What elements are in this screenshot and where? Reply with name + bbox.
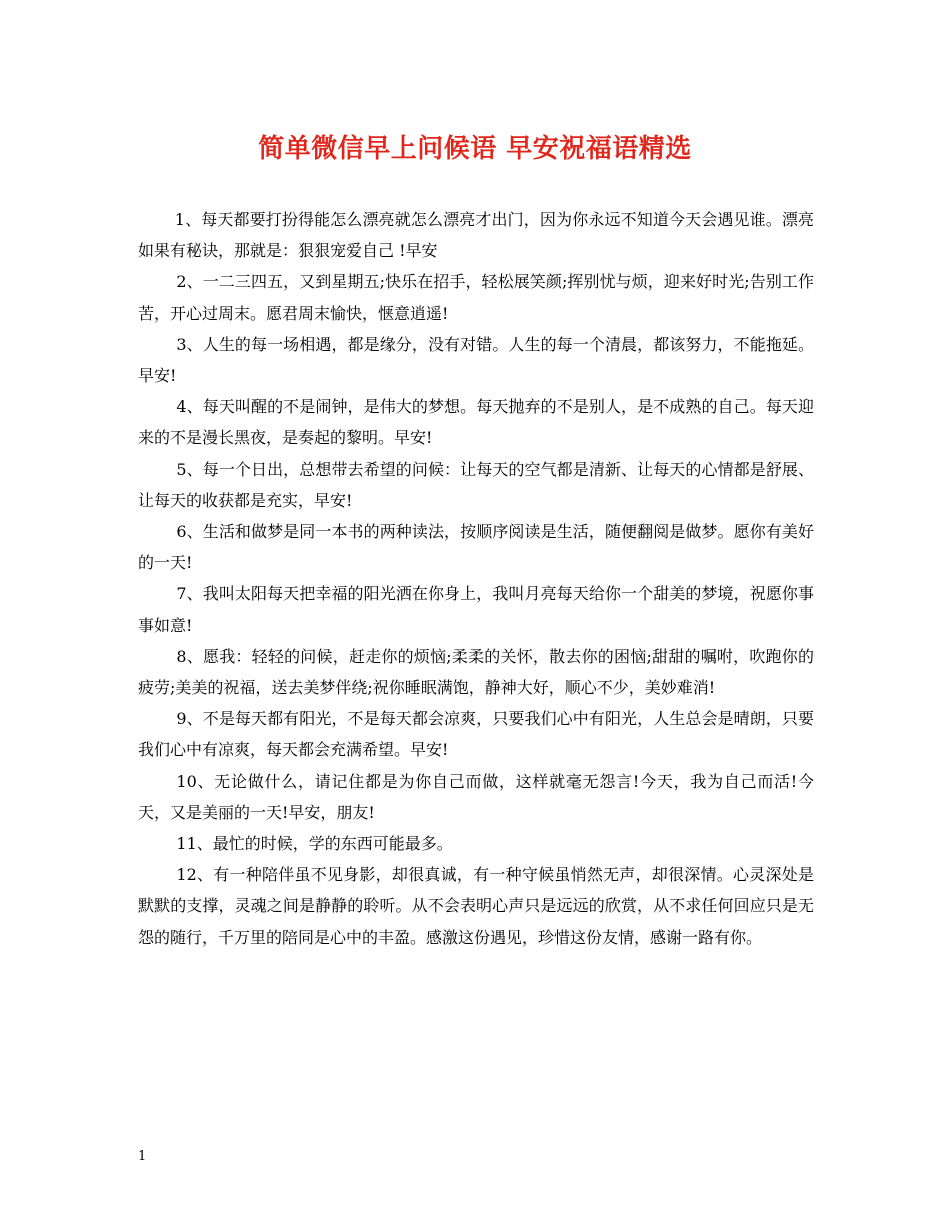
paragraph-9: 9、不是每天都有阳光，不是每天都会凉爽，只要我们心中有阳光，人生总会是晴朗，只要我们心中有凉爽，每天都会充满希望。早安! — [138, 709, 814, 760]
paragraph-8: 8、愿我：轻轻的问候，赶走你的烦恼;柔柔的关怀，散去你的困恼;甜甜的嘱咐，吹跑你的疲劳;美美的祝福，送去美梦伴绕;祝你睡眠满饱，静神大好，顺心不少，美妙难消! — [138, 646, 814, 698]
paragraph-5: 5、每一个日出，总想带去希望的问候：让每天的空气都是清新、让每天的心情都是舒展、让每天的收获都是充实，早安! — [138, 459, 814, 510]
paragraph-3: 3、人生的每一场相遇，都是缘分，没有对错。人生的每一个清晨，都该努力，不能拖延。早安! — [138, 334, 814, 386]
page-number: 1 — [138, 1149, 147, 1164]
paragraph-1: 1、每天都要打扮得能怎么漂亮就怎么漂亮才出门，因为你永远不知道今天会遇见谁。漂亮如果有秘诀，那就是：狠狠宠爱自己 !早安 — [138, 210, 814, 261]
page-title: 简单微信早上问候语 早安祝福语精选 — [258, 134, 692, 164]
paragraph-6: 6、生活和做梦是同一本书的两种读法，按顺序阅读是生活，随便翻阅是做梦。愿你有美好的一天! — [138, 522, 814, 573]
paragraph-2: 2、一二三四五，又到星期五;快乐在招手，轻松展笑颜;挥别忧与烦，迎来好时光;告别工作苦，开心过周末。愿君周末愉快，惬意逍遥! — [138, 272, 814, 323]
paragraph-10: 10、无论做什么，请记住都是为你自己而做，这样就毫无怨言!今天，我为自己而活!今天，又是美丽的一天!早安，朋友! — [138, 771, 814, 822]
paragraph-11: 11、最忙的时候，学的东西可能最多。 — [176, 834, 453, 854]
paragraph-7: 7、我叫太阳每天把幸福的阳光洒在你身上，我叫月亮每天给你一个甜美的梦境，祝愿你事事如意! — [138, 584, 814, 635]
paragraph-12: 12、有一种陪伴虽不见身影，却很真诚，有一种守候虽悄然无声，却很深情。心灵深处是默默的支撑，灵魂之间是静静的聆听。从不会表明心声只是远远的欣赏，从不求任何回应只是无怨的随行，千万里的陪同是心中的丰盈。感激这份遇见，珍惜这份友情，感谢一路有你。 — [138, 865, 814, 947]
paragraph-4: 4、每天叫醒的不是闹钟，是伟大的梦想。每天抛弃的不是别人，是不成熟的自己。每天迎来的不是漫长黑夜，是奏起的黎明。早安! — [138, 397, 814, 448]
document-body — [138, 204, 814, 953]
